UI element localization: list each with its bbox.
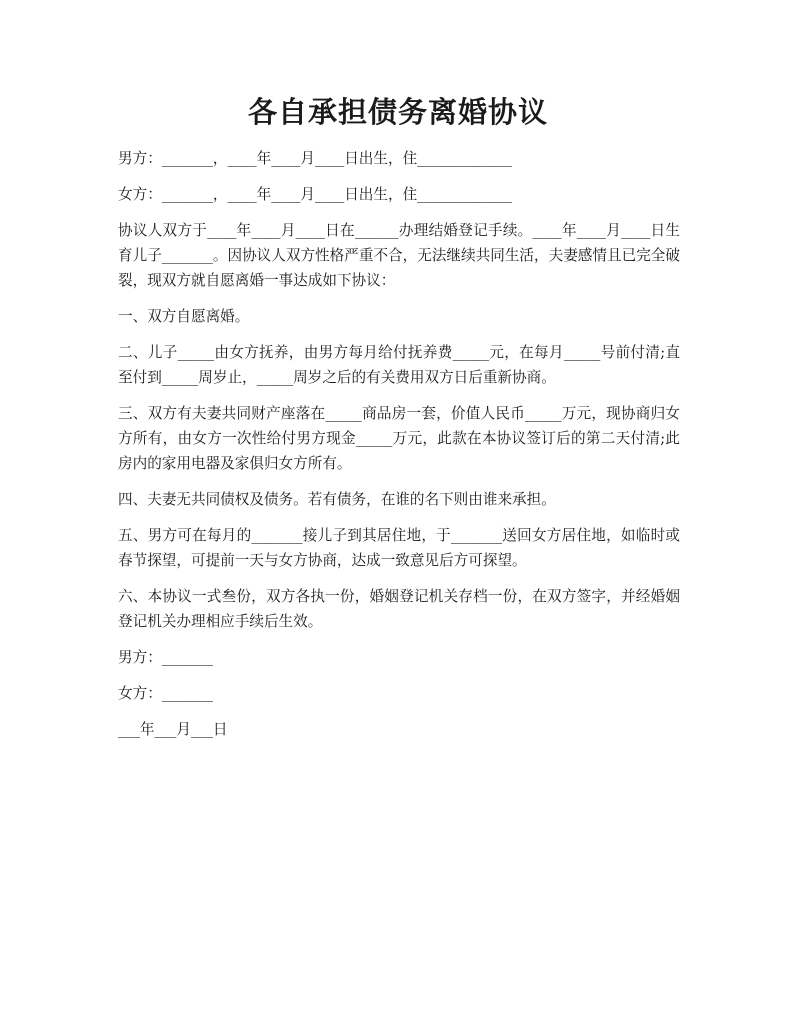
husband-signature-line: 男方：_______	[118, 649, 213, 666]
clause-3: 三、双方有夫妻共同财产座落在_____商品房一套，价值人民币_____万元，现协商归女方所有，由女方一次性给付男方现金_____万元，此款在本协议签订后的第二天付清;此房内的家用电器及家俱归女方所有。	[118, 405, 680, 472]
husband-info-line: 男方：_______，____年____月____日出生，住_____________	[118, 150, 513, 167]
wife-signature-line: 女方：_______	[118, 685, 213, 702]
clause-1: 一、双方自愿离婚。	[118, 308, 250, 325]
document-title: 各自承担债务离婚协议	[247, 95, 548, 129]
clause-6: 六、本协议一式叁份，双方各执一份，婚姻登记机关存档一份，在双方签字，并经婚姻登记机关办理相应手续后生效。	[118, 588, 680, 630]
clause-5: 五、男方可在每月的_______接儿子到其居住地，于_______送回女方居住地，如临时或春节探望，可提前一天与女方协商，达成一致意见后方可探望。	[118, 527, 680, 569]
document-body	[118, 146, 680, 753]
intro-paragraph: 协议人双方于____年____月____日在______办理结婚登记手续。____年____月____日生育儿子_______。因协议人双方性格严重不合，无法继续共同生活，夫妻感情且已完全破裂，现双方就自愿离婚一事达成如下协议：	[118, 222, 680, 289]
clause-4: 四、夫妻无共同债权及债务。若有债务，在谁的名下则由谁来承担。	[118, 491, 556, 508]
wife-info-line: 女方：_______，____年____月____日出生，住_____________	[118, 186, 513, 203]
clause-2: 二、儿子_____由女方抚养，由男方每月给付抚养费_____元，在每月_____号前付清;直至付到_____周岁止，_____周岁之后的有关费用双方日后重新协商。	[118, 344, 680, 386]
date-line: ___年___月___日	[118, 721, 228, 738]
